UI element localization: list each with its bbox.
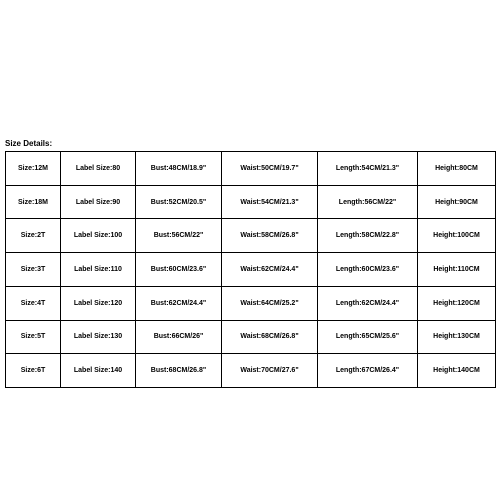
waist-cell: Waist:50CM/19.7" [222, 152, 318, 186]
label-size-cell: Label Size:80 [61, 152, 136, 186]
label-size-cell: Label Size:130 [61, 320, 136, 354]
height-cell: Height:90CM [418, 185, 496, 219]
length-cell: Length:60CM/23.6" [318, 253, 418, 287]
bust-cell: Bust:52CM/20.5" [136, 185, 222, 219]
length-cell: Length:65CM/25.6" [318, 320, 418, 354]
waist-cell: Waist:58CM/26.8" [222, 219, 318, 253]
bust-cell: Bust:56CM/22" [136, 219, 222, 253]
table-row [6, 185, 496, 219]
size-cell: Size:4T [6, 286, 61, 320]
height-cell: Height:80CM [418, 152, 496, 186]
height-cell: Height:130CM [418, 320, 496, 354]
label-size-cell: Label Size:90 [61, 185, 136, 219]
page-title: Size Details: [5, 139, 53, 148]
bust-cell: Bust:60CM/23.6" [136, 253, 222, 287]
bust-cell: Bust:68CM/26.8" [136, 354, 222, 388]
table-row [6, 219, 496, 253]
height-cell: Height:100CM [418, 219, 496, 253]
size-chart-table [5, 151, 496, 388]
waist-cell: Waist:54CM/21.3" [222, 185, 318, 219]
size-cell: Size:6T [6, 354, 61, 388]
size-cell: Size:5T [6, 320, 61, 354]
label-size-cell: Label Size:100 [61, 219, 136, 253]
bust-cell: Bust:62CM/24.4" [136, 286, 222, 320]
length-cell: Length:62CM/24.4" [318, 286, 418, 320]
waist-cell: Waist:70CM/27.6" [222, 354, 318, 388]
waist-cell: Waist:68CM/26.8" [222, 320, 318, 354]
label-size-cell: Label Size:120 [61, 286, 136, 320]
table-row [6, 253, 496, 287]
label-size-cell: Label Size:140 [61, 354, 136, 388]
height-cell: Height:140CM [418, 354, 496, 388]
size-cell: Size:12M [6, 152, 61, 186]
size-cell: Size:3T [6, 253, 61, 287]
size-cell: Size:18M [6, 185, 61, 219]
bust-cell: Bust:48CM/18.9" [136, 152, 222, 186]
waist-cell: Waist:62CM/24.4" [222, 253, 318, 287]
table-row [6, 286, 496, 320]
bust-cell: Bust:66CM/26" [136, 320, 222, 354]
length-cell: Length:67CM/26.4" [318, 354, 418, 388]
size-cell: Size:2T [6, 219, 61, 253]
table-row [6, 320, 496, 354]
table-row [6, 152, 496, 186]
table-row [6, 354, 496, 388]
height-cell: Height:120CM [418, 286, 496, 320]
waist-cell: Waist:64CM/25.2" [222, 286, 318, 320]
height-cell: Height:110CM [418, 253, 496, 287]
length-cell: Length:58CM/22.8" [318, 219, 418, 253]
label-size-cell: Label Size:110 [61, 253, 136, 287]
length-cell: Length:56CM/22" [318, 185, 418, 219]
length-cell: Length:54CM/21.3" [318, 152, 418, 186]
